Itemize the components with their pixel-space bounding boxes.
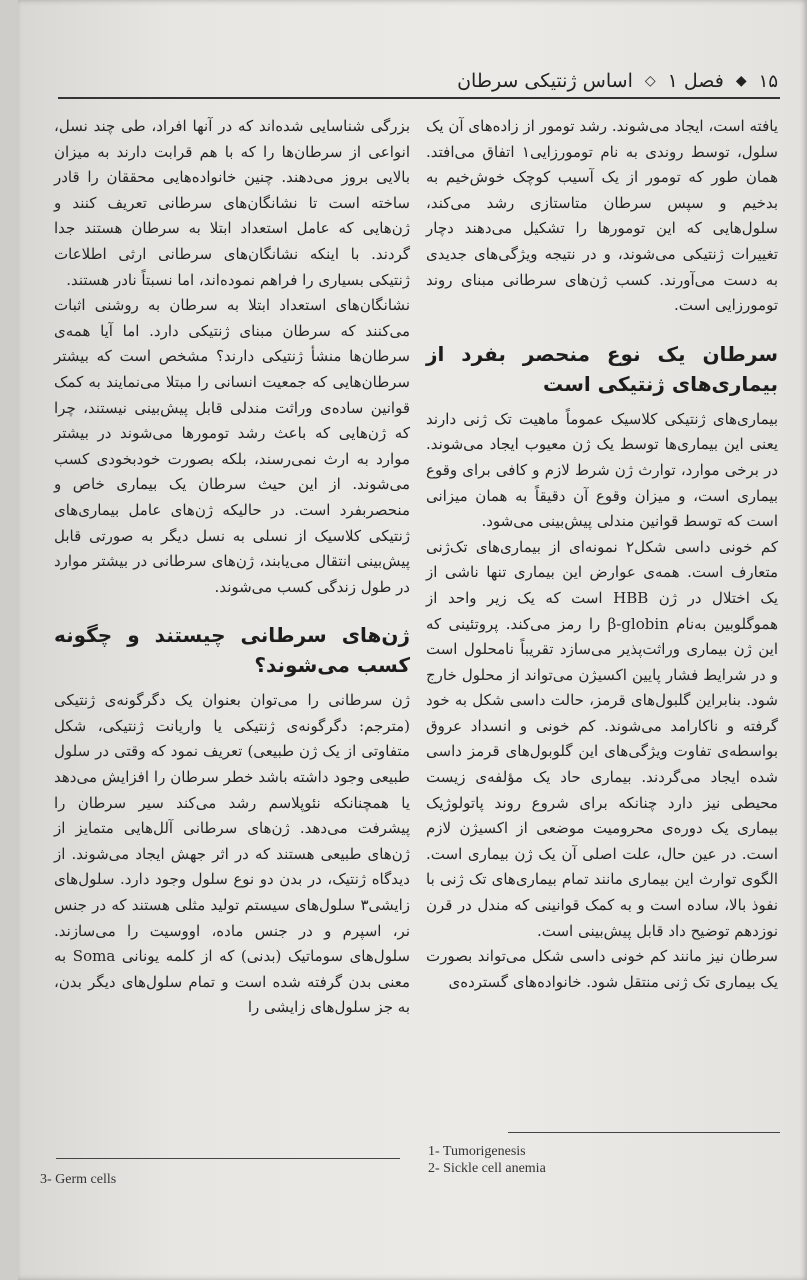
footnotes-left — [40, 1171, 380, 1188]
footnotes-right — [428, 1143, 768, 1177]
chapter-label: فصل ۱ — [667, 70, 724, 92]
paragraph: کم خونی داسی شکل۲ نمونه‌ای از بیماری‌های تک‌ژنی متعارف است. همه‌ی عوارض این بیماری تنها ناشی از یک اختلال در ژن HBB است که یک زیر واحد از هموگلوبین به‌نام β-globin را رمز می‌کند. پروتئینی که این ژن بیماری وراثت‌پذیر می‌سازد تقریباً نامحلول است و در شرایط فشار پایین اکسیژن می‌تواند از محلول خارج شود. بنابراین گلبول‌های قرمز، حالت داسی شکل به خود گرفته و ناکارامد می‌شوند. کم خونی و انسداد عروق بواسطه‌ی تفاوت ویژگی‌های این گلوبول‌های قرمز داسی شده ایجاد می‌گردند. بیماری حاد یک مؤلفه‌ی زیست محیطی نیز دارد چنانکه برای شروع روند پاتولوژیک بیماری یک دوره‌ی محرومیت موضعی از اکسیژن لازم است. در عین حال، علت اصلی آن یک ژن بیماری است. الگوی توارث این بیماری مانند تمام بیماری‌های تک ژنی با نفوذ بالا، ساده است و به کمک قوانینی که مندل در قرن نوزدهم توضیح داد قابل پیش‌بینی است. — [426, 537, 778, 940]
left-column — [54, 114, 410, 1021]
paragraph: بزرگی شناسایی شده‌اند که در آنها افراد، طی چند نسل، انواعی از سرطان‌ها را که با هم قرابت دارند به میزان بالایی بروز می‌دهند. چنین خانواده‌هایی محققان را قادر ساخته است تا نشانگان‌های سرطانی تعریف کنند و ژن‌هایی که عامل استعداد ابتلا به سرطان هستند جدا گردند. با اینکه نشانگان‌های سرطانی ارثی اطلاعات ژنتیکی بسیاری را فراهم نموده‌اند، اما نسبتاً نادر هستند. — [54, 117, 410, 289]
diamond-ornament-icon: ◆ — [735, 73, 747, 89]
footnote: 2- Sickle cell anemia — [428, 1161, 546, 1176]
paragraph: نشانگان‌های استعداد ابتلا به سرطان به روشنی اثبات می‌کنند که سرطان مبنای ژنتیکی دارد. اما آیا همه‌ی سرطان‌ها منشأ ژنتیکی دارند؟ مشخص است که بیشتر سرطان‌هایی که جمعیت انسانی را مبتلا می‌نمایند به کمک قوانین ساده‌ی وراثت مندلی قابل پیش‌بینی نیستند، چرا که ژن‌هایی که باعث رشد تومورها می‌شوند در بیشتر موارد به ارث نمی‌رسند، بلکه بصورت خودبخودی کسب می‌شوند. از این حیث سرطان یک بیماری خاص و منحصربفرد است. در حالیکه ژن‌های عامل بیماری‌های ژنتیکی کلاسیک از نسلی به نسل دیگر به صورتی قابل پیش‌بینی انتقال می‌یابند، ژن‌های سرطانی در بیشتر موارد در طول زندگی کسب می‌شوند. — [54, 296, 410, 596]
paragraph: ژن سرطانی را می‌توان بعنوان یک دگرگونه‌ی ژنتیکی (مترجم: دگرگونه‌ی ژنتیکی یا واریانت ژنتیکی، شکل متفاوتی از یک ژن طبیعی) تعریف نمود که وقتی در سلول طبیعی وجود داشته باشد خطر سرطان را افزایش می‌دهد یا همچنانکه نئوپلاسم رشد می‌کند سیر سرطان را پیشرفت می‌دهد. ژن‌های سرطانی آلل‌هایی متمایز از ژن‌های طبیعی هستند که در اثر جهش ایجاد می‌شوند. از دیدگاه ژنتیک، در بدن دو نوع سلول وجود دارد. سلول‌های زایشی۳ سلول‌های سیستم تولید مثلی هستند که در جنس نر، اسپرم و در جنس ماده، اووسیت را می‌سازند. سلول‌های سوماتیک (بدنی) که از کلمه یونانی Soma به معنی بدن گرفته شده است و تمام سلول‌های دیگر بدن، به جز سلول‌های زایشی را — [54, 691, 410, 1017]
paragraph: بیماری‌های ژنتیکی کلاسیک عموماً ماهیت تک ژنی دارند یعنی این بیماری‌ها توسط یک ژن معیوب ایجاد می‌شوند. در برخی موارد، توارث ژن شرط لازم و کافی برای وقوع بیماری است، و میزان وقوع آن دقیقاً به همان میزانی است که توسط قوانین مندلی پیش‌بینی می‌شود. — [426, 409, 778, 531]
chapter-title: اساس ژنتیکی سرطان — [457, 70, 633, 92]
right-column — [426, 114, 778, 995]
book-page — [18, 0, 807, 1280]
paragraph: یافته است، ایجاد می‌شوند. رشد تومور از زاده‌های آن یک سلول، توسط روندی به نام تومورزایی۱ اتفاق می‌افتد. همان طور که تومور از یک آسیب کوچک خوش‌خیم به بدخیم و سپس سرطان متاستازی رشد می‌کند، سلول‌هایی که این تومورها را تشکیل می‌دهند دچار تغییرات ژنتیکی می‌شوند، و در نتیجه ویژگی‌های جدیدی به دست می‌آورند. کسب ژن‌های سرطانی مبنای روند تومورزایی است. — [426, 117, 778, 315]
page-number: ۱۵ — [758, 70, 778, 92]
paragraph: سرطان نیز مانند کم خونی داسی شکل می‌تواند بصورت یک بیماری تک ژنی منتقل شود. خانواده‌های گسترده‌ی — [426, 947, 778, 991]
diamond-outline-icon: ◇ — [644, 73, 656, 89]
running-header — [58, 64, 778, 98]
footnote: 3- Germ cells — [40, 1172, 117, 1187]
footnote-rule — [508, 1132, 780, 1133]
section-heading: سرطان یک نوع منحصر بفرد از بیماری‌های ژنتیکی است — [426, 341, 778, 396]
header-rule — [58, 97, 780, 99]
section-heading: ژن‌های سرطانی چیستند و چگونه کسب می‌شوند؟ — [54, 623, 410, 678]
footnote-rule — [56, 1158, 400, 1159]
footnote: 1- Tumorigenesis — [428, 1144, 526, 1159]
